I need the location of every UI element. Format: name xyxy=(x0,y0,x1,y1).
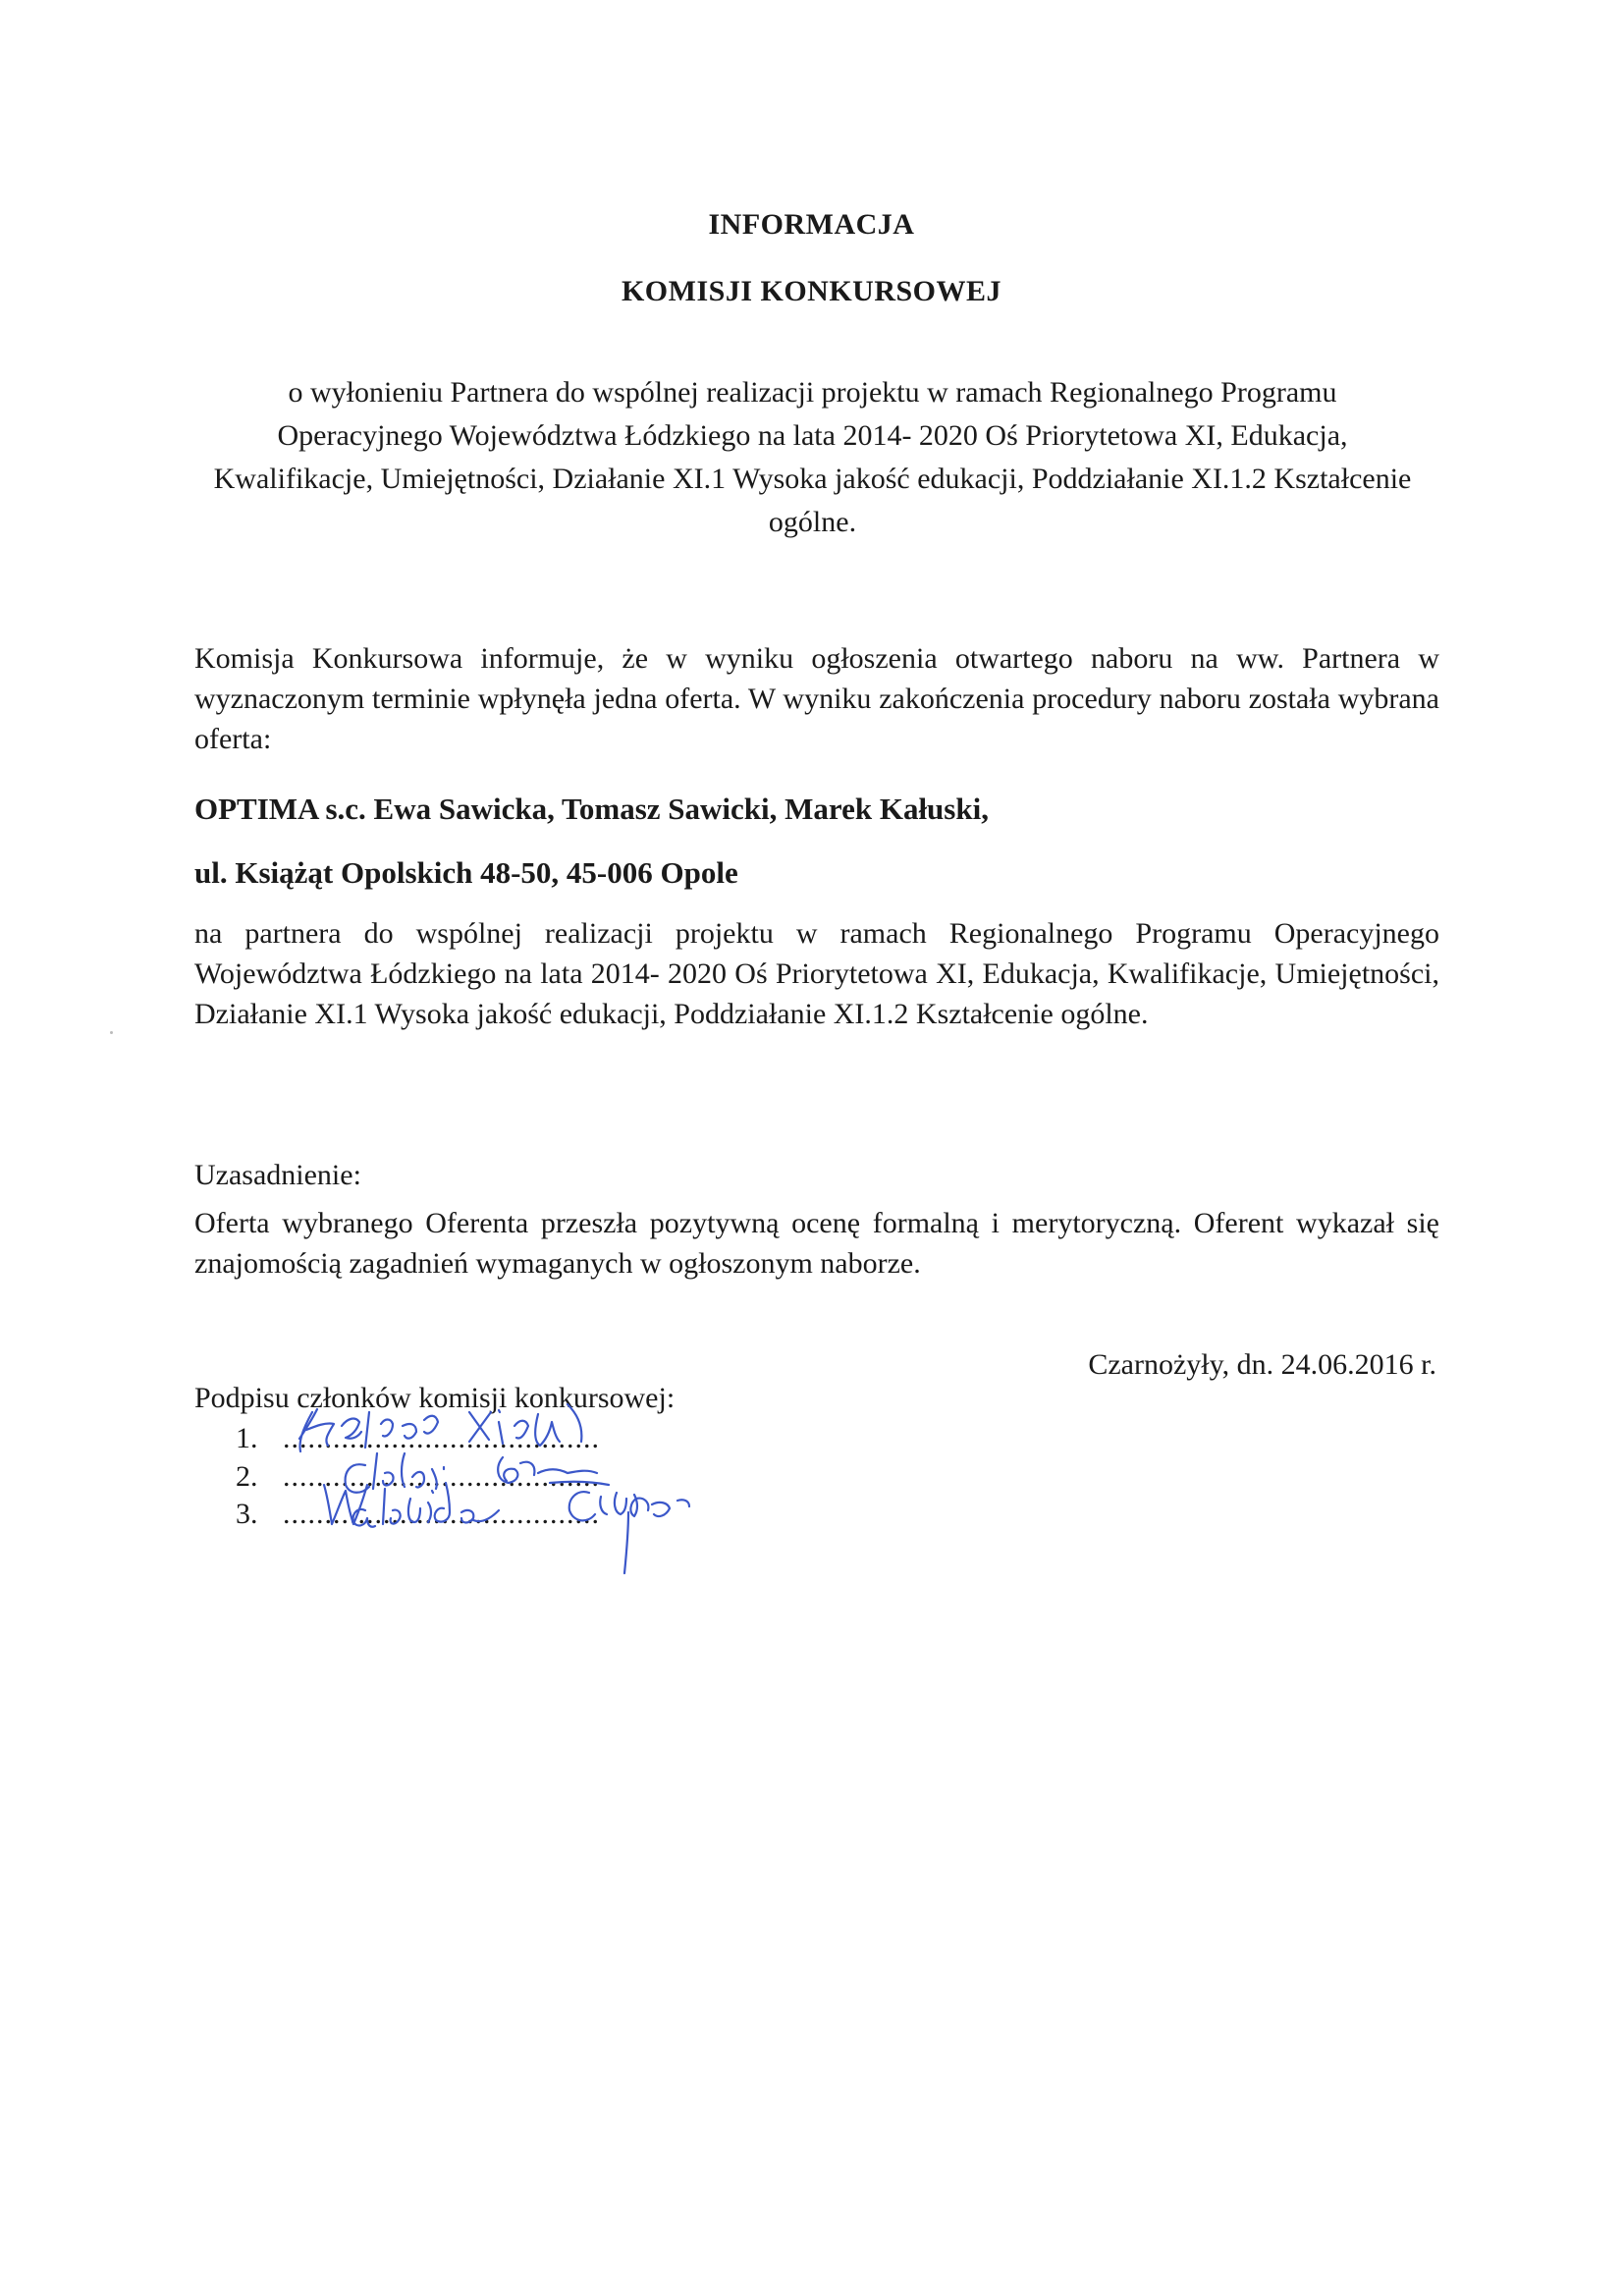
signatures-label: Podpisu członków komisji konkursowej: xyxy=(194,1382,676,1414)
signature-dots: ...................................... xyxy=(283,1422,600,1454)
document-subtitle: KOMISJI KONKURSOWEJ xyxy=(621,275,1002,307)
company-address: ul. Książąt Opolskich 48-50, 45-006 Opole xyxy=(194,855,738,890)
signature-line-1 xyxy=(236,1422,600,1455)
announcement-paragraph: Komisja Konkursowa informuje, że w wyniku ogłoszenia otwartego naboru na ww. Partnera w wyznaczonym terminie wpłynęła jedna oferta. W wyniku zakończenia procedury naboru została wybrana oferta: xyxy=(194,642,1439,755)
scan-mark xyxy=(110,1031,113,1034)
signature-dots: ...................................... xyxy=(283,1460,600,1493)
signature-number: 1. xyxy=(236,1422,258,1454)
signature-number: 2. xyxy=(236,1460,258,1493)
signature-line-3 xyxy=(236,1498,600,1531)
partner-paragraph: na partnera do wspólnej realizacji projektu w ramach Regionalnego Programu Operacyjnego Województwa Łódzkiego na lata 2014- 2020 Oś Priorytetowa XI, Edukacja, Kwalifikacje, Umiejętności, Działanie XI.1 Wysoka jakość edukacji, Poddziałanie XI.1.2 Kształcenie ogólne. xyxy=(194,917,1439,1030)
signature-dots: ...................................... xyxy=(283,1498,600,1530)
justification-label: Uzasadnienie: xyxy=(194,1159,361,1191)
selected-company: OPTIMA s.c. Ewa Sawicka, Tomasz Sawicki, Marek Kałuski, xyxy=(194,792,989,826)
signature-number: 3. xyxy=(236,1498,258,1530)
intro-paragraph: o wyłonieniu Partnera do wspólnej realizacji projektu w ramach Regionalnego Programu Operacyjnego Województwa Łódzkiego na lata 2014- 2020 Oś Priorytetowa XI, Edukacja, Kwalifikacje, Umiejętności, Działanie XI.1 Wysoka jakość edukacji, Poddziałanie XI.1.2 Kształcenie ogólne. xyxy=(213,376,1412,538)
justification-text: Oferta wybranego Oferenta przeszła pozytywną ocenę formalną i merytoryczną. Oferent wykazał się znajomością zagadnień wymaganych w ogłoszonym naborze. xyxy=(194,1207,1439,1280)
signature-line-2 xyxy=(236,1460,600,1494)
document-title: INFORMACJA xyxy=(708,208,915,241)
place-and-date: Czarnożyły, dn. 24.06.2016 r. xyxy=(1088,1348,1436,1381)
